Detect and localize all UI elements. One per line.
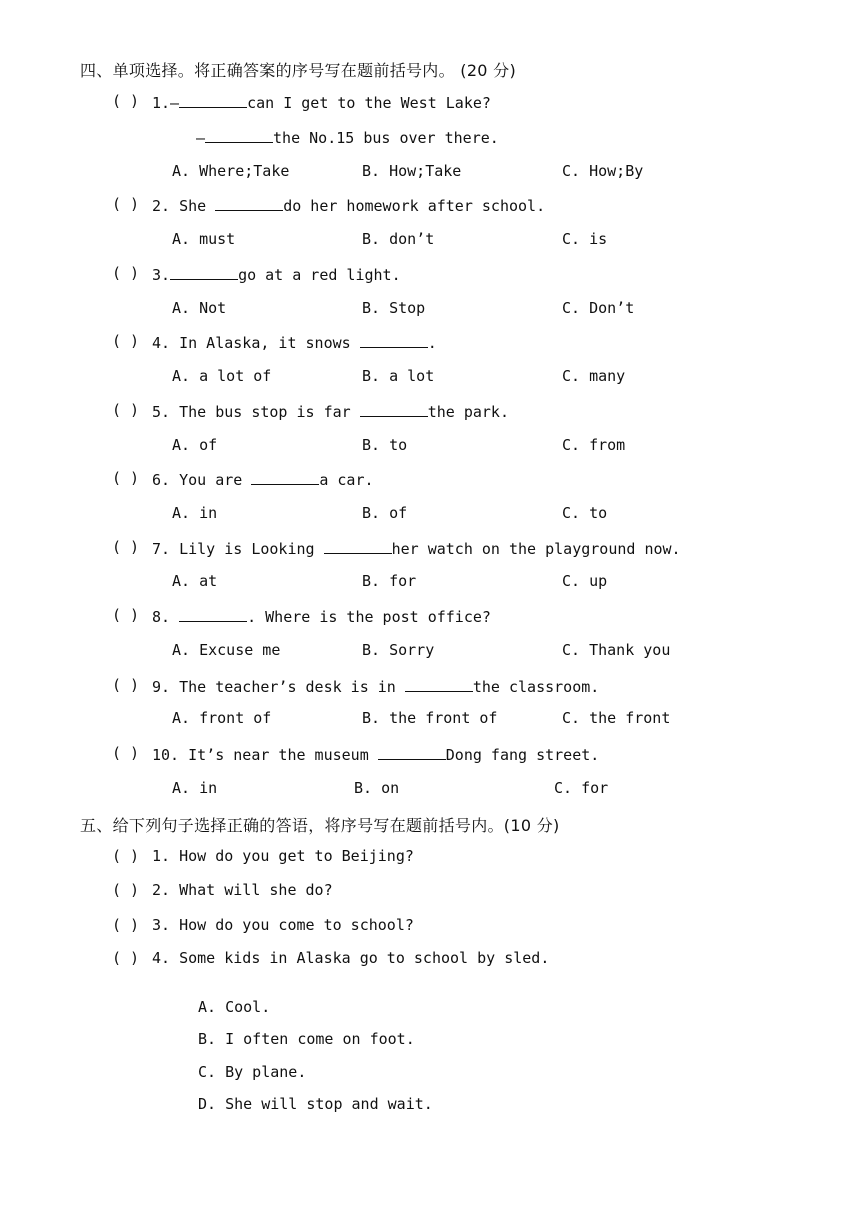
question-text (152, 469, 374, 489)
question-text-pre: 2. She (152, 197, 216, 215)
option-a: A. in (172, 504, 218, 522)
question-text (152, 195, 545, 215)
question-text-pre: 7. Lily is Looking (152, 540, 324, 558)
question-text (152, 264, 401, 284)
option-a: A. must (172, 230, 236, 248)
option-b: B. for (362, 572, 417, 590)
answer-paren[interactable]: ( ) (112, 401, 140, 419)
section-4-title: 四、单项选择。将正确答案的序号写在题前括号内。 (20 分) (80, 61, 517, 80)
question-text (152, 92, 491, 112)
answer-paren[interactable]: ( ) (112, 606, 140, 624)
option-b: B. the front of (362, 709, 498, 727)
question-text (152, 332, 437, 352)
answer-paren[interactable]: ( ) (112, 469, 140, 487)
blank[interactable] (251, 469, 319, 485)
question-text-pre: 6. You are (152, 471, 252, 489)
question-text-pre: 4. In Alaska, it snows (152, 334, 360, 352)
option-a: A. in (172, 779, 218, 797)
option-b: B. on (354, 779, 400, 797)
question-text-pre: 1.— (152, 94, 180, 112)
answer-option-b: B. I often come on foot. (198, 1030, 415, 1048)
question-text: 4. Some kids in Alaska go to school by sled. (152, 949, 550, 967)
blank[interactable] (324, 538, 392, 554)
question-text (152, 401, 509, 421)
option-c: C. Don’t (562, 299, 635, 317)
option-b: B. a lot (362, 367, 435, 385)
line2-post: the No.15 bus over there. (273, 129, 499, 147)
option-c: C. is (562, 230, 608, 248)
question-text-post: can I get to the West Lake? (247, 94, 491, 112)
option-c: C. How;By (562, 162, 644, 180)
option-b: B. Stop (362, 299, 426, 317)
question-text-line2 (196, 127, 499, 147)
blank[interactable] (179, 606, 247, 622)
option-b: B. of (362, 504, 408, 522)
question-text-post: Dong fang street. (445, 746, 600, 764)
blank[interactable] (215, 195, 283, 211)
option-c: C. from (562, 436, 626, 454)
question-text-pre: 5. The bus stop is far (152, 403, 360, 421)
answer-paren[interactable]: ( ) (112, 538, 140, 556)
question-text (152, 744, 599, 764)
option-b: B. Sorry (362, 641, 435, 659)
option-a: A. Not (172, 299, 227, 317)
answer-paren[interactable]: ( ) (112, 916, 140, 934)
question-text-post: do her homework after school. (283, 197, 546, 215)
answer-option-a: A. Cool. (198, 998, 271, 1016)
blank[interactable] (170, 264, 238, 280)
blank[interactable] (360, 401, 428, 417)
question-text: 1. How do you get to Beijing? (152, 847, 414, 865)
answer-option-c: C. By plane. (198, 1063, 307, 1081)
option-a: A. of (172, 436, 218, 454)
answer-paren[interactable]: ( ) (112, 676, 140, 694)
option-c: C. up (562, 572, 608, 590)
answer-paren[interactable]: ( ) (112, 332, 140, 350)
question-text-post: the classroom. (472, 678, 600, 696)
section-5-title: 五、给下列句子选择正确的答语，将序号写在题前括号内。(10 分) (80, 816, 560, 835)
answer-paren[interactable]: ( ) (112, 847, 140, 865)
answer-paren[interactable]: ( ) (112, 195, 140, 213)
question-text (152, 676, 599, 696)
question-text-pre: 8. (152, 608, 180, 626)
option-a: A. a lot of (172, 367, 272, 385)
option-c: C. Thank you (562, 641, 671, 659)
answer-option-d: D. She will stop and wait. (198, 1095, 433, 1113)
question-text (152, 538, 681, 558)
question-text-post: . Where is the post office? (247, 608, 491, 626)
answer-paren[interactable]: ( ) (112, 744, 140, 762)
option-c: C. for (554, 779, 609, 797)
answer-paren[interactable]: ( ) (112, 92, 140, 110)
blank[interactable] (405, 676, 473, 692)
line2-pre: — (196, 129, 206, 147)
option-b: B. to (362, 436, 408, 454)
option-a: A. front of (172, 709, 272, 727)
option-b: B. don’t (362, 230, 435, 248)
question-text: 2. What will she do? (152, 881, 333, 899)
option-c: C. to (562, 504, 608, 522)
blank[interactable] (378, 744, 446, 760)
question-text-pre: 9. The teacher’s desk is in (152, 678, 405, 696)
question-text-post: go at a red light. (238, 266, 401, 284)
question-text-pre: 10. It’s near the museum (152, 746, 378, 764)
option-c: C. the front (562, 709, 671, 727)
blank[interactable] (179, 92, 247, 108)
option-a: A. Excuse me (172, 641, 281, 659)
answer-paren[interactable]: ( ) (112, 881, 140, 899)
answer-paren[interactable]: ( ) (112, 949, 140, 967)
option-c: C. many (562, 367, 626, 385)
answer-paren[interactable]: ( ) (112, 264, 140, 282)
blank[interactable] (205, 127, 273, 143)
option-a: A. Where;Take (172, 162, 290, 180)
option-b: B. How;Take (362, 162, 462, 180)
question-text-pre: 3. (152, 266, 171, 284)
question-text-post: . (427, 334, 437, 352)
option-a: A. at (172, 572, 218, 590)
question-text-post: her watch on the playground now. (391, 540, 681, 558)
question-text-post: the park. (427, 403, 509, 421)
blank[interactable] (360, 332, 428, 348)
question-text-post: a car. (319, 471, 374, 489)
question-text (152, 606, 491, 626)
question-text: 3. How do you come to school? (152, 916, 414, 934)
